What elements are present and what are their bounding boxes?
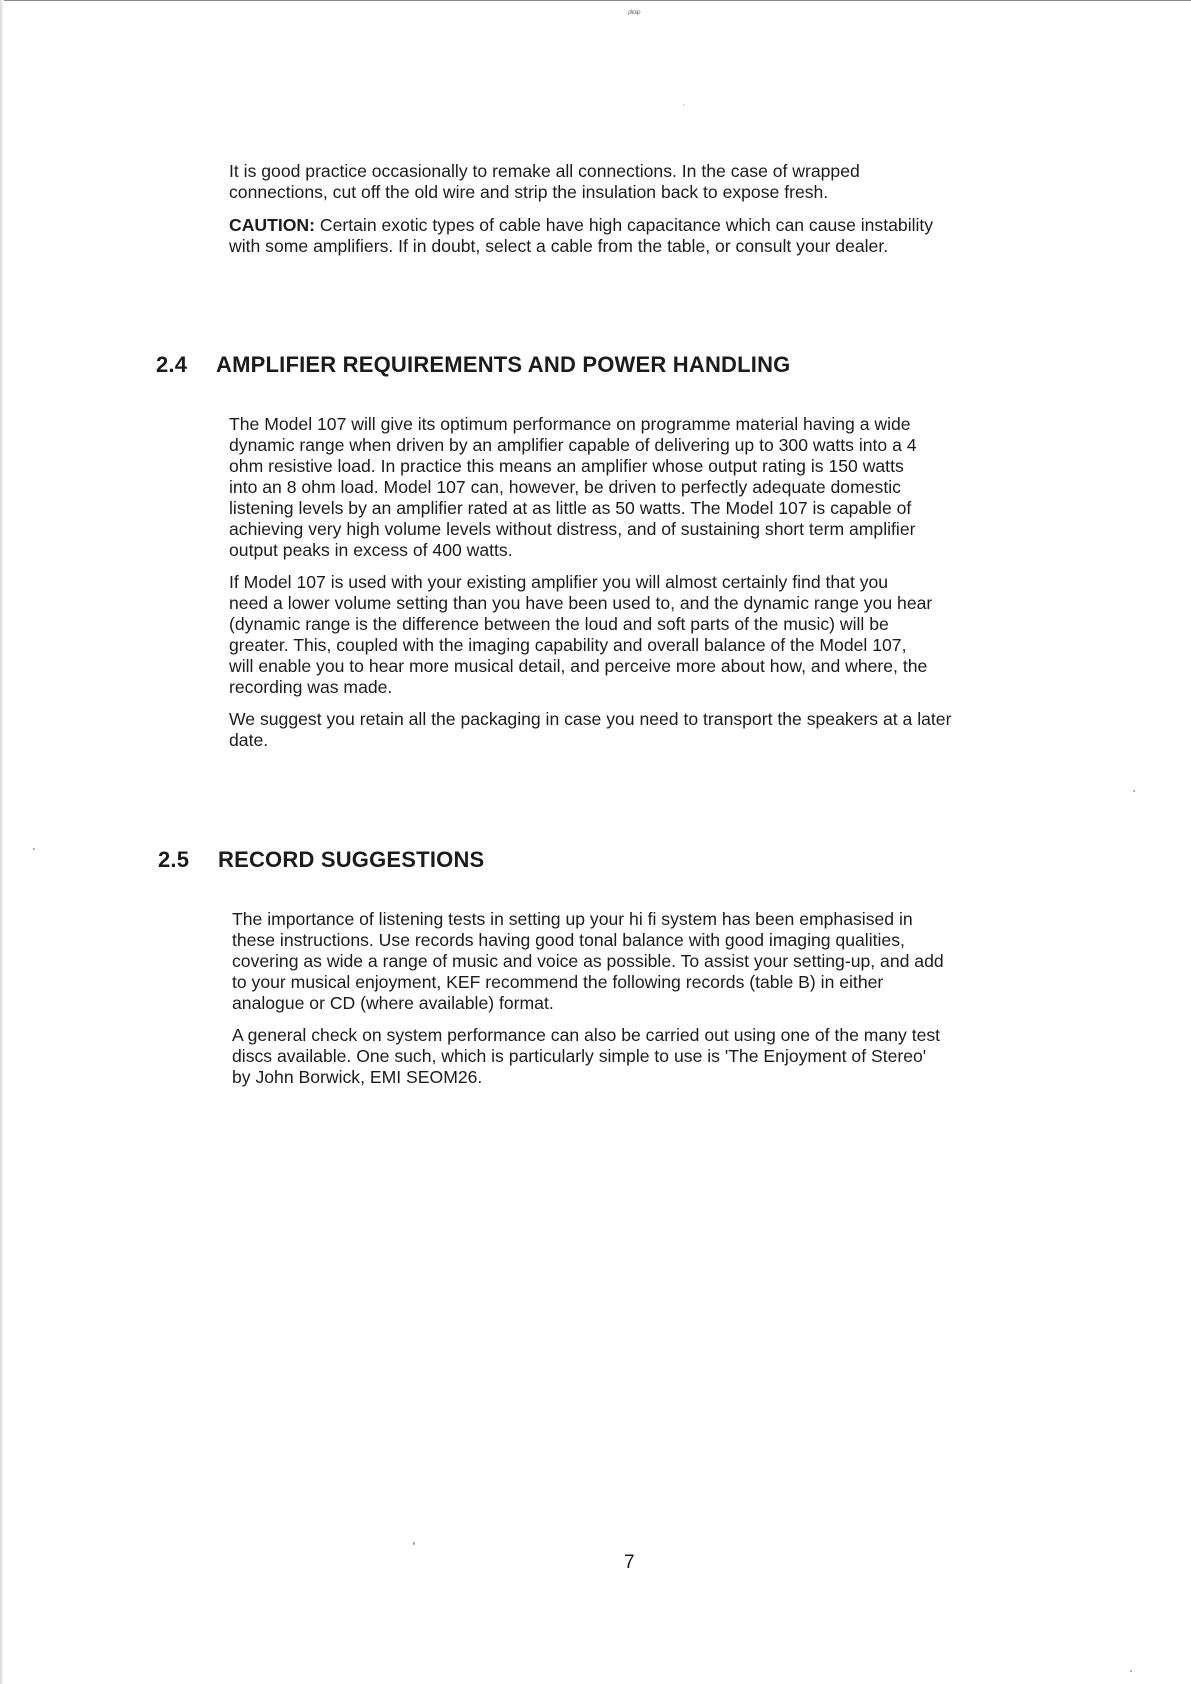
intro-paragraph: It is good practice occasionally to remake all connections. In the case of wrapped connections, cut off the old wire and strip the insulation back to expose fresh. bbox=[229, 161, 860, 202]
scan-left-edge bbox=[0, 0, 4, 1684]
scan-speck bbox=[33, 848, 35, 850]
section-number: 2.5 bbox=[158, 847, 190, 872]
record-paragraph-2: A general check on system performance can also be carried out using one of the many test discs available. One such, which is particularly simple to use is 'The Enjoyment of Stereo' by John Borwick, EMI SEOM26. bbox=[232, 1025, 941, 1087]
scan-speck bbox=[1130, 1670, 1132, 1672]
scan-speck bbox=[413, 1542, 415, 1545]
scan-speck bbox=[683, 104, 684, 105]
section-heading-2-4 bbox=[156, 352, 791, 378]
record-paragraph-1: The importance of listening tests in setting up your hi fi system has been emphasised in these instructions. Use records having good tonal balance with good imaging qualities, covering as wide a range of music and voice as possible. To assist your setting-up, and add to your musical enjoyment, KEF recommend the following records (table B) in either analogue or CD (where available) format. bbox=[232, 909, 944, 1013]
section-title: RECORD SUGGESTIONS bbox=[218, 847, 485, 872]
scan-mark: ᵖᵏᵒᵃᵖ bbox=[628, 8, 640, 18]
amplifier-paragraph-1: The Model 107 will give its optimum performance on programme material having a wide dynamic range when driven by an amplifier capable of delivering up to 300 watts into a 4 ohm resistive load. In practice this means an amplifier whose output rating is 150 watts into an 8 ohm load. Model 107 can, however, be driven to perfectly adequate domestic listening levels by an amplifier rated at as little as 50 watts. The Model 107 is capable of achieving very high volume levels without distress, and of sustaining short term amplifier output peaks in excess of 400 watts. bbox=[229, 414, 917, 560]
caution-paragraph bbox=[229, 215, 933, 257]
amplifier-paragraph-3: We suggest you retain all the packaging in case you need to transport the speakers at a later date. bbox=[229, 709, 952, 750]
scan-top-edge bbox=[0, 0, 1191, 1]
caution-text: Certain exotic types of cable have high capacitance which can cause instability with some amplifiers. If in doubt, select a cable from the table, or consult your dealer. bbox=[229, 215, 934, 256]
caution-label: CAUTION: bbox=[229, 215, 316, 235]
section-number: 2.4 bbox=[156, 352, 188, 377]
section-title: AMPLIFIER REQUIREMENTS AND POWER HANDLING bbox=[216, 352, 791, 377]
amplifier-paragraph-2: If Model 107 is used with your existing amplifier you will almost certainly find that you need a lower volume setting than you have been used to, and the dynamic range you hear (dynamic range is the difference between the loud and soft parts of the music) will be greater. This, coupled with the imaging capability and overall balance of the Model 107, will enable you to hear more musical detail, and perceive more about how, and where, the recording was made. bbox=[229, 572, 933, 697]
section-heading-2-5 bbox=[158, 847, 484, 873]
scan-speck bbox=[1133, 790, 1135, 792]
page-number: 7 bbox=[624, 1552, 635, 1573]
